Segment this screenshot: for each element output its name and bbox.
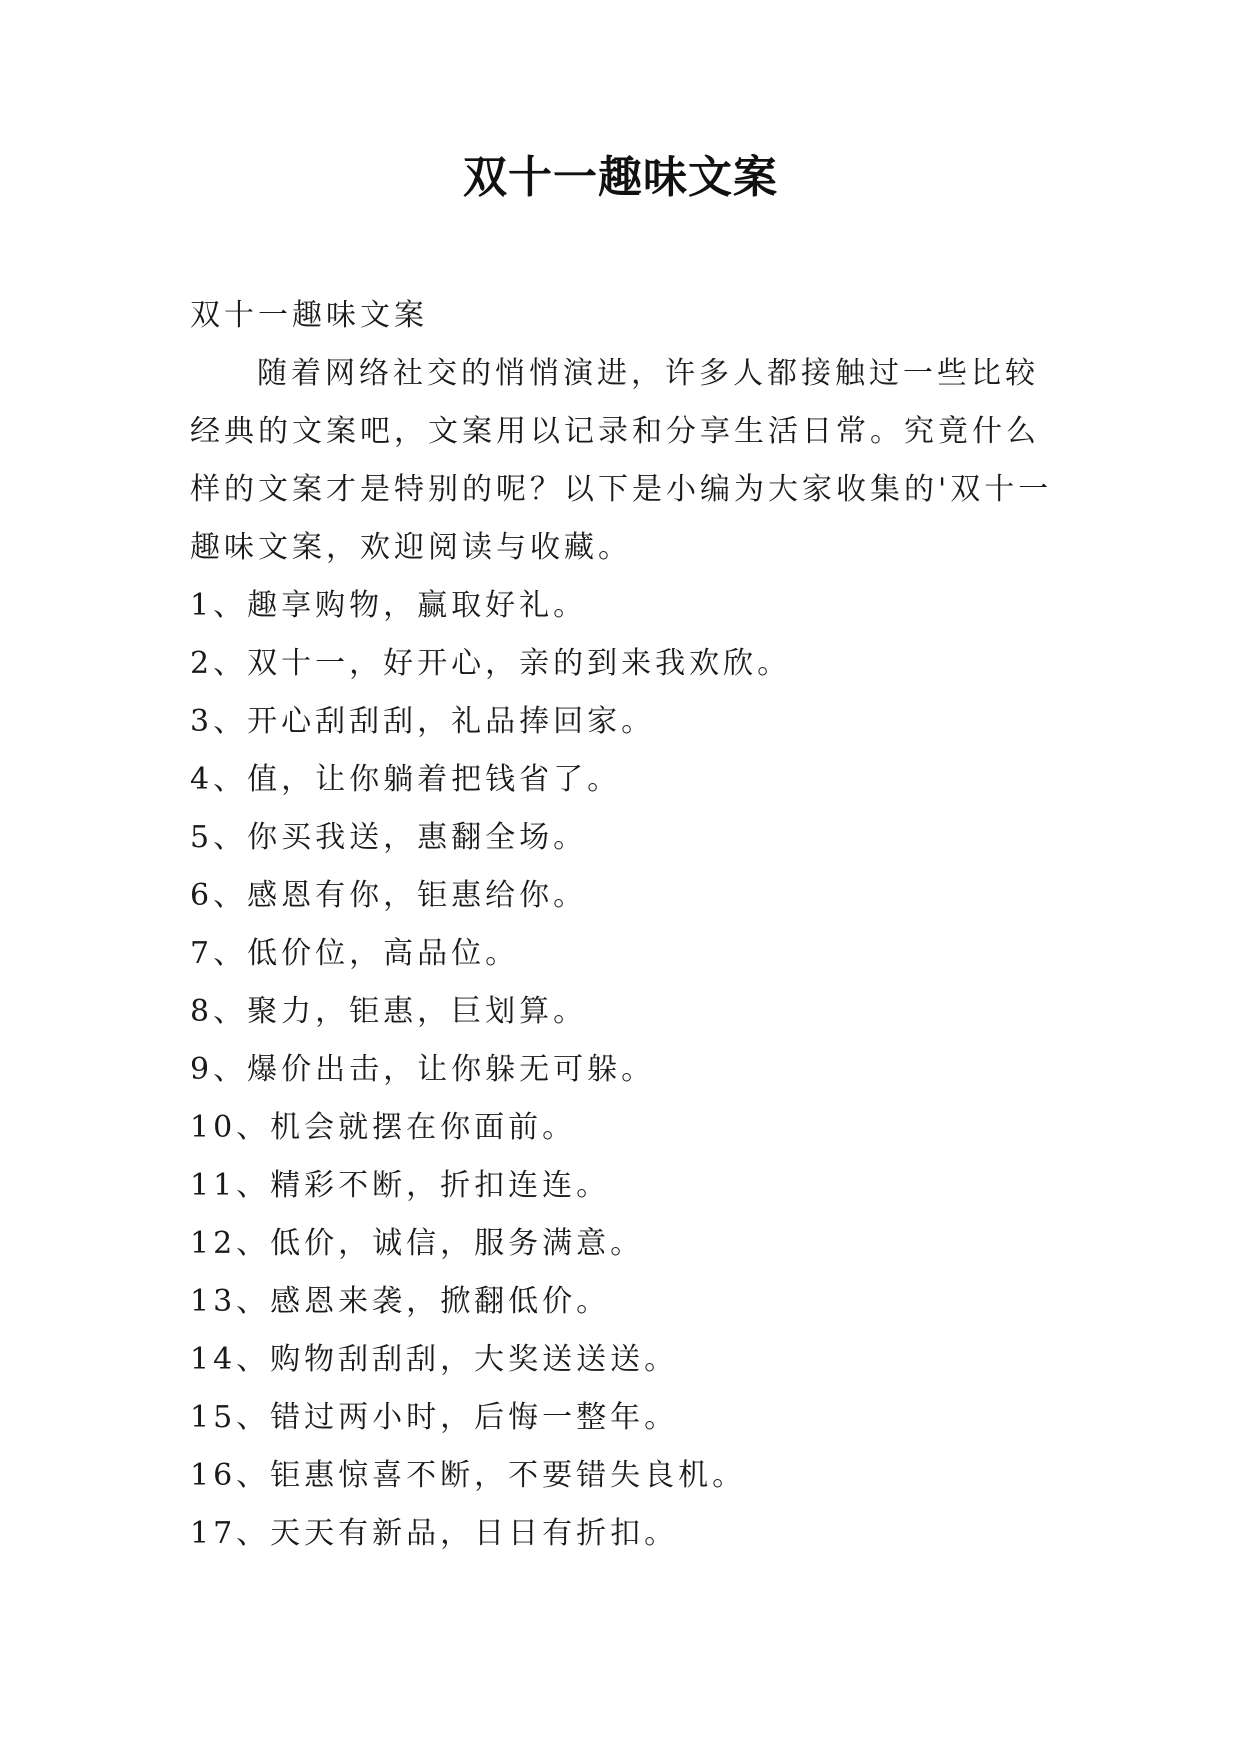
document-body	[190, 287, 1056, 1563]
list-item: 7、低价位，高品位。	[190, 936, 520, 971]
list-item: 15、错过两小时，后悔一整年。	[190, 1400, 679, 1435]
list-item: 1、趣享购物，赢取好礼。	[190, 588, 588, 623]
list-item: 4、值，让你躺着把钱省了。	[190, 762, 622, 797]
list-item: 14、购物刮刮刮，大奖送送送。	[190, 1342, 679, 1377]
list-item: 8、聚力，钜惠，巨划算。	[190, 994, 588, 1029]
list-item: 5、你买我送，惠翻全场。	[190, 820, 588, 855]
list-item: 3、开心刮刮刮，礼品捧回家。	[190, 704, 656, 739]
intro-paragraph: 随着网络社交的悄悄演进，许多人都接触过一些比较经典的文案吧，文案用以记录和分享生活日常。究竟什么样的文案才是特别的呢？以下是小编为大家收集的'双十一趣味文案，欢迎阅读与收藏。	[190, 356, 1053, 565]
list-item: 16、钜惠惊喜不断，不要错失良机。	[190, 1458, 747, 1493]
list-item: 6、感恩有你，钜惠给你。	[190, 878, 588, 913]
list-item: 9、爆价出击，让你躲无可躲。	[190, 1052, 656, 1087]
list-item: 2、双十一，好开心，亲的到来我欢欣。	[190, 646, 792, 681]
list-item: 17、天天有新品，日日有折扣。	[190, 1516, 679, 1551]
list-item: 11、精彩不断，折扣连连。	[190, 1168, 611, 1203]
document-subtitle: 双十一趣味文案	[190, 298, 428, 333]
list-item: 12、低价，诚信，服务满意。	[190, 1226, 645, 1261]
list-item: 13、感恩来袭，掀翻低价。	[190, 1284, 611, 1319]
list-item: 10、机会就摆在你面前。	[190, 1110, 577, 1145]
document-title: 双十一趣味文案	[463, 152, 778, 203]
